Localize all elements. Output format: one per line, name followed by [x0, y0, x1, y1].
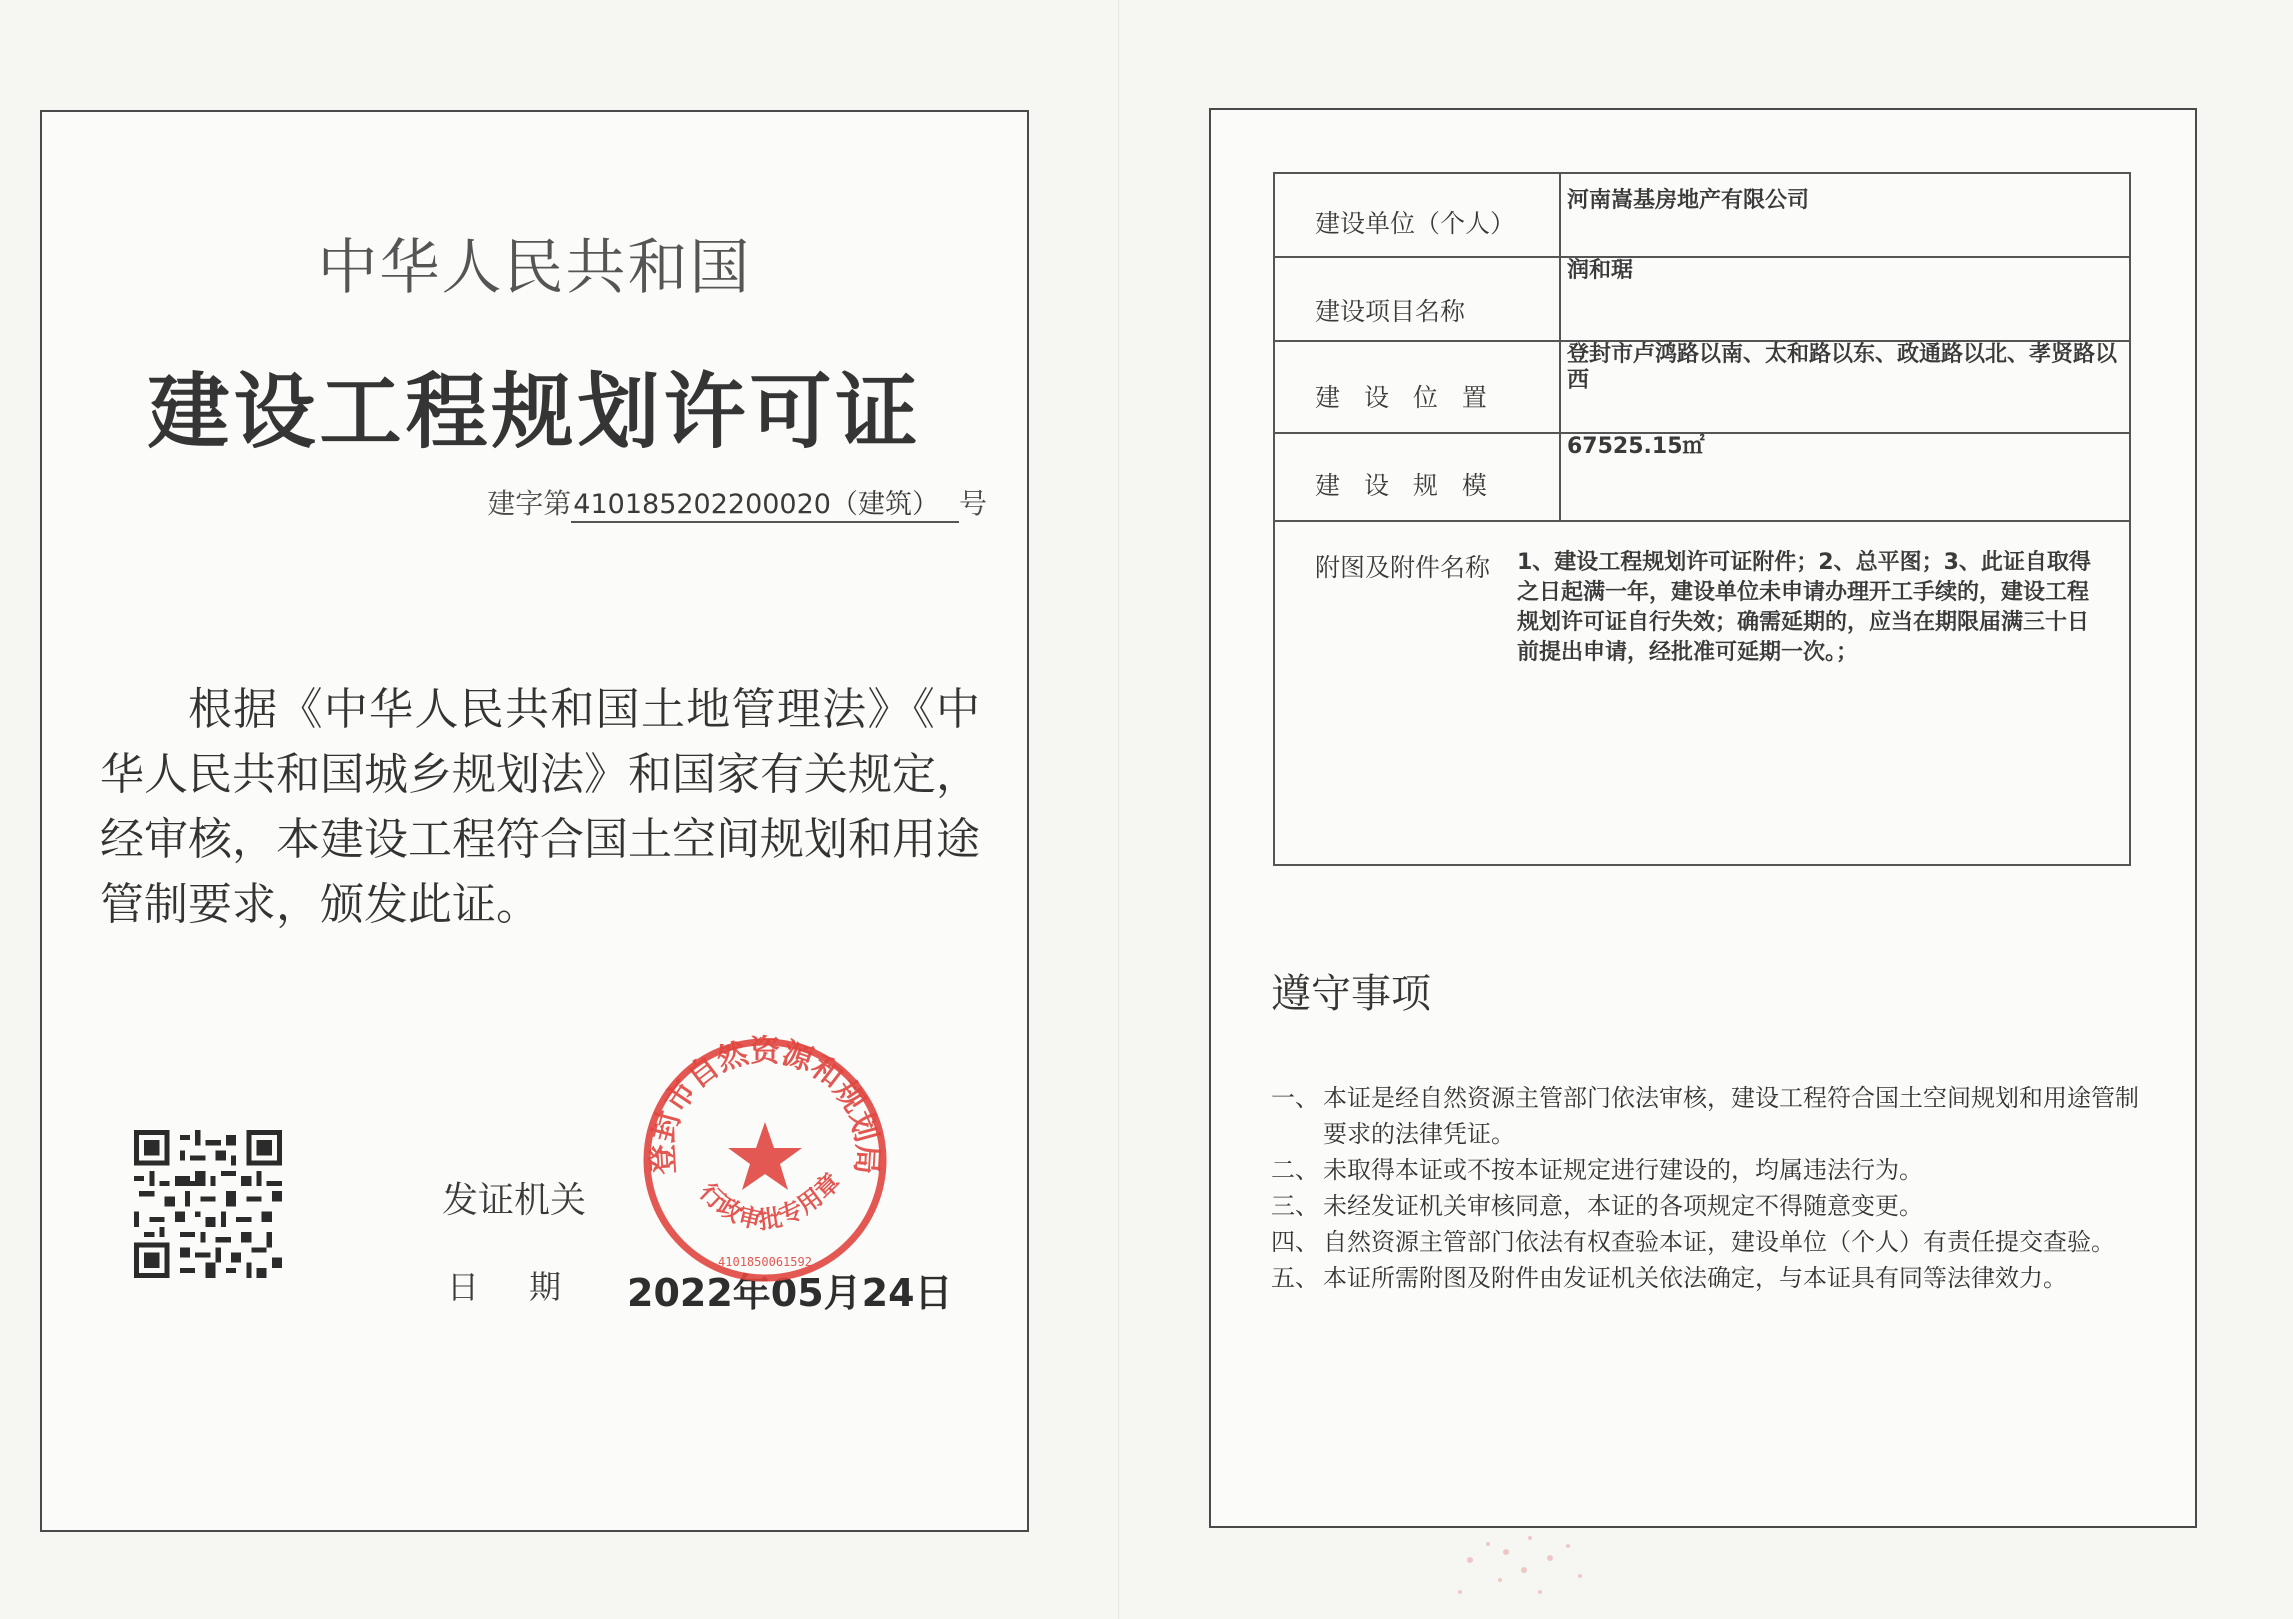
- rule-text: 未取得本证或不按本证规定进行建设的，均属违法行为。: [1323, 1156, 1923, 1184]
- svg-text:4101850061592: 4101850061592: [718, 1255, 812, 1269]
- date-label: 日期: [447, 1268, 612, 1306]
- svg-text:行政审批专用章: 行政审批专用章: [694, 1167, 846, 1235]
- list-item: [1271, 1224, 2151, 1260]
- issue-date: 2022年05月24日: [627, 1271, 953, 1315]
- rule-number: 四、: [1271, 1228, 1319, 1256]
- rule-text: 未经发证机关审核同意，本证的各项规定不得随意变更。: [1323, 1192, 1923, 1220]
- rule-text: 本证是经自然资源主管部门依法审核，建设工程符合国土空间规划和用途管制要求的法律凭证。: [1323, 1084, 2139, 1148]
- rule-number: 一、: [1271, 1084, 1319, 1112]
- row-label: 建 设 位 置: [1274, 341, 1560, 433]
- certificate-front-page: [40, 110, 1029, 1532]
- attachments-cell: [1274, 521, 2130, 865]
- seal-bleed-mark-icon: [1440, 1500, 1620, 1610]
- rule-number: 二、: [1271, 1156, 1319, 1184]
- list-item: [1271, 1080, 2151, 1152]
- row-label: 建 设 规 模: [1274, 433, 1560, 521]
- page-fold: [1118, 0, 1120, 1619]
- table-row: [1274, 173, 2130, 257]
- rule-text: 自然资源主管部门依法有权查验本证，建设单位（个人）有责任提交查验。: [1323, 1228, 2115, 1256]
- qr-code-icon: [134, 1130, 282, 1278]
- number-suffix: 号: [958, 487, 987, 520]
- project-name-value: 润和琚: [1560, 257, 2130, 341]
- rule-number: 三、: [1271, 1192, 1319, 1220]
- certificate-details-page: [1209, 108, 2197, 1528]
- table-row: [1274, 521, 2130, 865]
- rule-number: 五、: [1271, 1264, 1319, 1292]
- country-heading: 中华人民共和国: [317, 233, 752, 303]
- row-label: 建设单位（个人）: [1274, 173, 1560, 257]
- project-info-table: [1273, 172, 2131, 866]
- certificate-number-line: [487, 482, 987, 523]
- table-row: [1274, 257, 2130, 341]
- svg-text:登封市自然资源和规划局: 登封市自然资源和规划局: [645, 1034, 885, 1176]
- scale-value: 67525.15㎡: [1560, 433, 2130, 521]
- list-item: [1271, 1188, 2151, 1224]
- table-row: [1274, 433, 2130, 521]
- row-label: 建设项目名称: [1274, 257, 1560, 341]
- legal-basis-paragraph: 根据《中华人民共和国土地管理法》《中华人民共和国城乡规划法》和国家有关规定，经审核，本建设工程符合国土空间规划和用途管制要求，颁发此证。: [100, 684, 980, 930]
- compliance-rules-list: [1271, 1080, 2151, 1296]
- rule-text: 本证所需附图及附件由发证机关依法确定，与本证具有同等法律效力。: [1323, 1264, 2067, 1292]
- attachments-text: 1、建设工程规划许可证附件；2、总平图；3、此证自取得之日起满一年，建设单位未申请办理开工手续的，建设工程规划许可证自行失效；确需延期的，应当在期限届满三十日前提出申请，经批准可延期一次。；: [1517, 550, 2091, 665]
- certificate-title: 建设工程规划许可证: [147, 365, 922, 460]
- location-value: 登封市卢鸿路以南、太和路以东、政通路以北、孝贤路以西: [1560, 341, 2130, 433]
- official-seal-icon: [635, 1030, 895, 1290]
- number-prefix: 建字第: [487, 487, 572, 520]
- developer-value: 河南嵩基房地产有限公司: [1560, 173, 2130, 257]
- attachments-label: 附图及附件名称: [1315, 553, 1491, 582]
- table-row: [1274, 341, 2130, 433]
- certificate-number: 410185202200020（建筑）: [571, 482, 959, 523]
- issuing-authority-label: 发证机关: [442, 1180, 587, 1221]
- compliance-heading: 遵守事项: [1271, 971, 1431, 1017]
- list-item: [1271, 1152, 2151, 1188]
- list-item: [1271, 1260, 2151, 1296]
